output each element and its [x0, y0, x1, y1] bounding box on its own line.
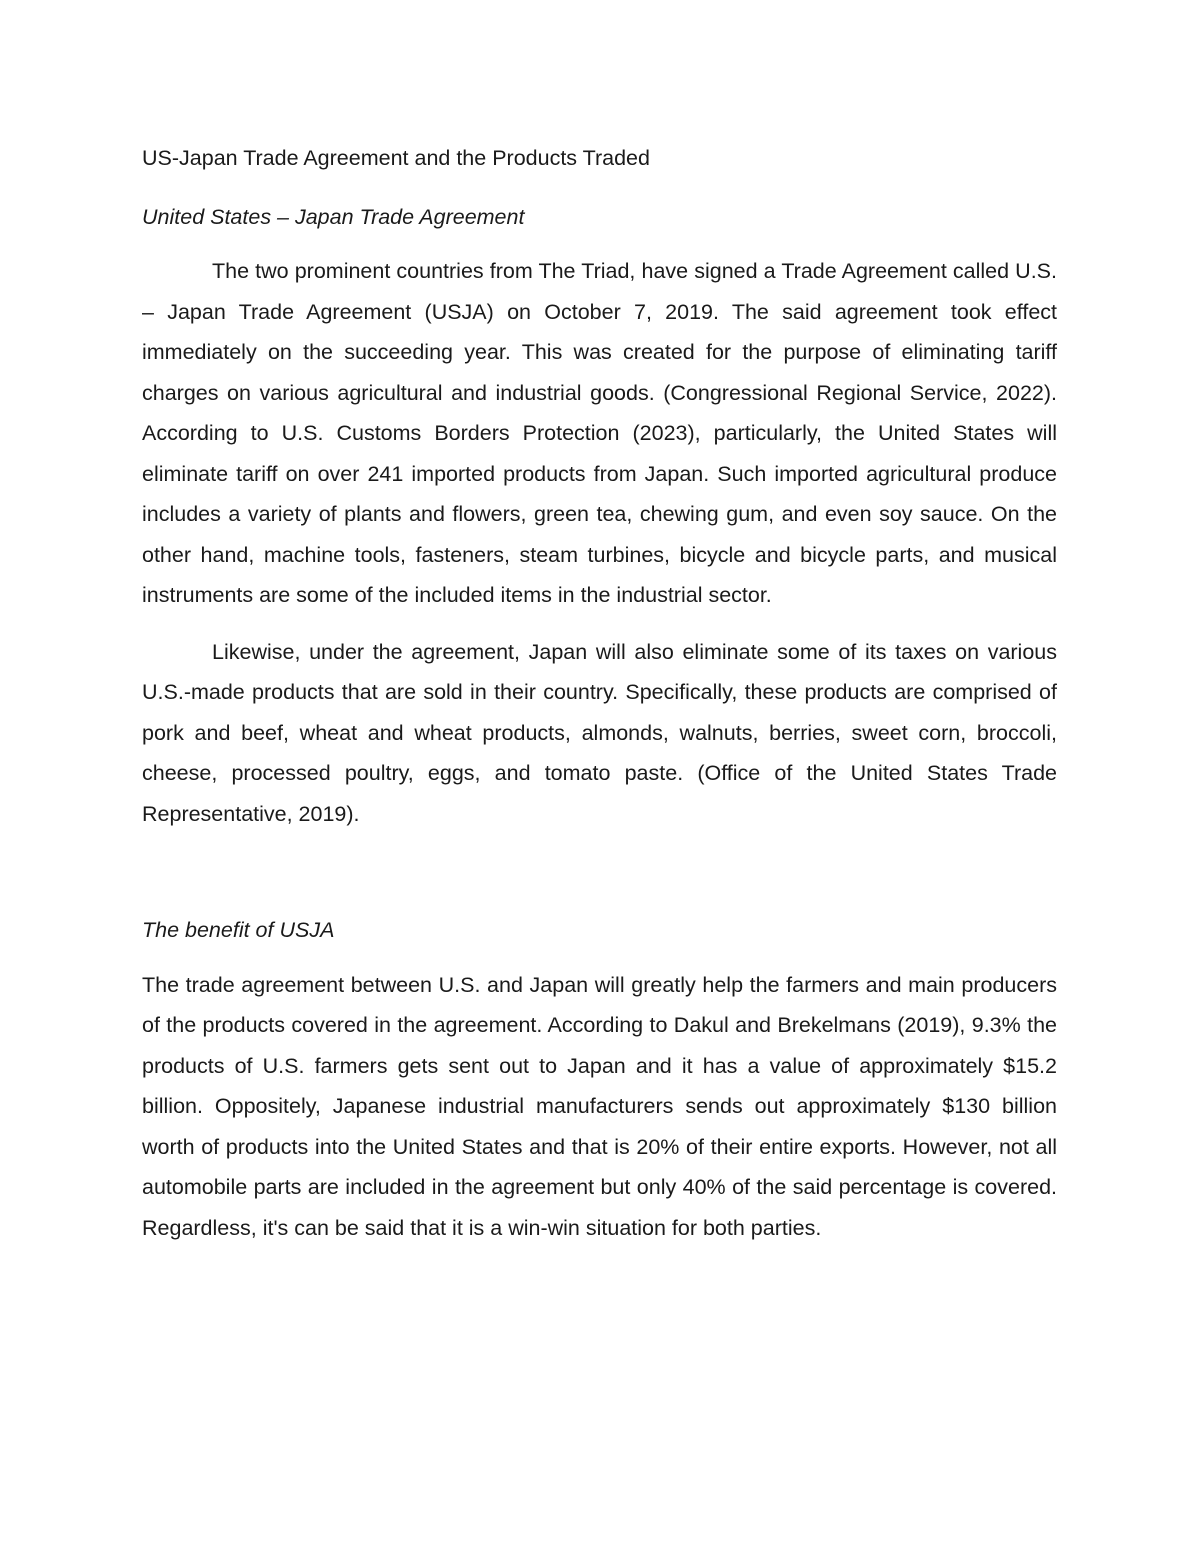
document-title: US-Japan Trade Agreement and the Products Traded — [142, 146, 650, 170]
section-heading: The benefit of USJA — [142, 918, 335, 942]
document-page — [142, 138, 1057, 1264]
section-heading: United States – Japan Trade Agreement — [142, 204, 525, 229]
body-paragraph: Likewise, under the agreement, Japan will also eliminate some of its taxes on various U.S.-made products that are sold in their country. Specifically, these products are comprised of pork and beef, wheat and wheat products, almonds, walnuts, berries, sweet corn, broccoli, cheese, processed poultry, eggs, and tomato paste. (Office of the United States Trade Representative, 2019). — [142, 639, 1057, 826]
section-usja-benefit — [142, 910, 1057, 1248]
body-paragraph: The trade agreement between U.S. and Japan will greatly help the farmers and main producers of the products covered in the agreement. According to Dakul and Brekelmans (2019), 9.3% the products of U.S. farmers gets sent out to Japan and it has a value of approximately $15.2 billion. Oppositely, Japanese industrial manufacturers sends out approximately $130 billion worth of products into the United States and that is 20% of their entire exports. However, not all automobile parts are included in the agreement but only 40% of the said percentage is covered. Regardless, it's can be said that it is a win-win situation for both parties. — [142, 972, 1057, 1240]
body-paragraph: The two prominent countries from The Triad, have signed a Trade Agreement called U.S. – Japan Trade Agreement (USJA) on October 7, 2019. The said agreement took effect immediately on the succeeding year. This was created for the purpose of eliminating tariff charges on various agricultural and industrial goods. (Congressional Regional Service, 2022). According to U.S. Customs Borders Protection (2023), particularly, the United States will eliminate tariff on over 241 imported products from Japan. Such imported agricultural produce includes a variety of plants and flowers, green tea, chewing gum, and even soy sauce. On the other hand, machine tools, fasteners, steam turbines, bicycle and bicycle parts, and musical instruments are some of the included items in the industrial sector. — [142, 259, 1057, 607]
section-usja-overview — [142, 197, 1057, 835]
section-spacer — [142, 850, 1057, 910]
